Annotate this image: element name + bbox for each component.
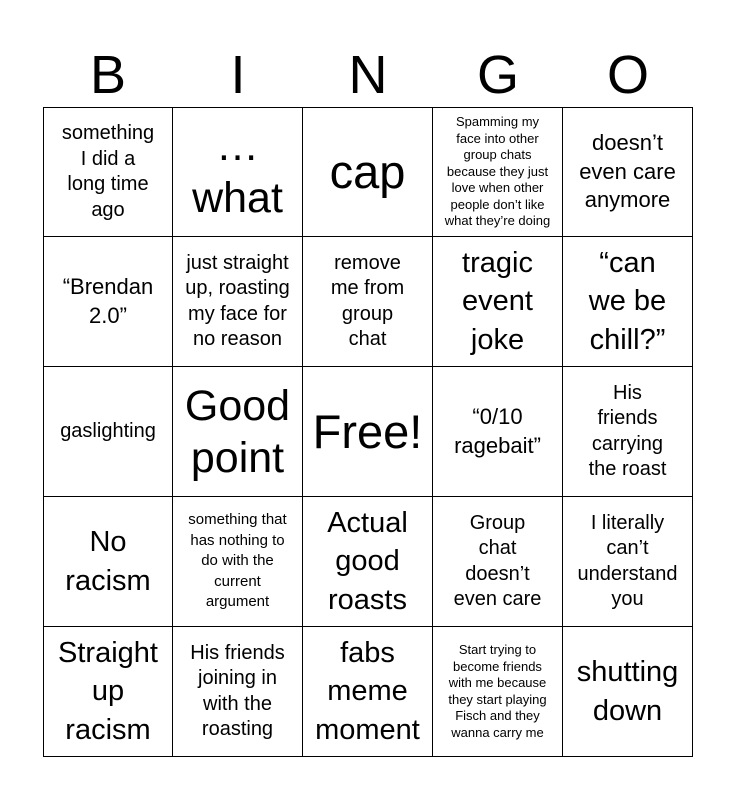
bingo-header	[43, 44, 693, 106]
bingo-card-grid	[43, 107, 693, 757]
header-letter-o: O	[606, 45, 649, 105]
bingo-cell-text: “Brendan 2.0”	[62, 274, 154, 328]
bingo-cell-text: something I did a long time ago	[61, 122, 155, 221]
bingo-cell[interactable]	[433, 237, 563, 367]
bingo-cell-text: Straight up racism	[58, 636, 158, 746]
bingo-cell-text: Group chat doesn’t even care	[453, 511, 542, 610]
free-space-text: Free!	[312, 404, 423, 458]
bingo-cell-text: His friends carrying the roast	[588, 381, 667, 480]
bingo-cell[interactable]	[173, 367, 303, 497]
bingo-cell[interactable]	[173, 627, 303, 757]
bingo-cell[interactable]	[303, 627, 433, 757]
header-letter-g: G	[476, 45, 519, 105]
bingo-cell-text: Good point	[184, 381, 291, 482]
bingo-cell[interactable]	[563, 367, 693, 497]
bingo-cell[interactable]	[173, 107, 303, 237]
bingo-cell[interactable]	[173, 497, 303, 627]
bingo-cell[interactable]	[303, 107, 433, 237]
bingo-cell-text: Start trying to become friends with me because they start playing Fisch and they wanna carry me	[448, 642, 547, 740]
bingo-cell[interactable]	[433, 107, 563, 237]
bingo-cell[interactable]	[433, 627, 563, 757]
header-letter-i: I	[230, 45, 246, 105]
bingo-cell[interactable]	[433, 497, 563, 627]
bingo-cell[interactable]	[173, 237, 303, 367]
bingo-cell-text: His friends joining in with the roasting	[190, 641, 285, 740]
header-letter-b: B	[89, 45, 127, 105]
bingo-cell[interactable]	[433, 367, 563, 497]
bingo-cell[interactable]	[563, 497, 693, 627]
bingo-cell-text: shutting down	[576, 656, 679, 727]
bingo-cell-text: “can we be chill?”	[588, 246, 667, 356]
bingo-cell[interactable]	[303, 237, 433, 367]
bingo-cell-text: something that has nothing to do with the current argument	[188, 511, 287, 611]
bingo-cell[interactable]	[563, 237, 693, 367]
bingo-cell[interactable]	[43, 367, 173, 497]
bingo-cell-text: Spamming my face into other group chats because they just love when other people don’t like what they’re doing	[444, 114, 551, 229]
bingo-cell-text: cap	[329, 145, 406, 198]
bingo-cell-text: fabs meme moment	[315, 636, 420, 746]
bingo-cell[interactable]	[43, 237, 173, 367]
free-space-cell[interactable]	[303, 367, 433, 497]
bingo-cell[interactable]	[563, 107, 693, 237]
bingo-cell-text: No racism	[65, 526, 151, 597]
bingo-cell[interactable]	[563, 627, 693, 757]
bingo-cell-text: Actual good roasts	[327, 506, 408, 616]
bingo-cell-text: “0/10 ragebait”	[454, 404, 541, 458]
bingo-cell-text: remove me from group chat	[330, 251, 405, 350]
bingo-cell-text: just straight up, roasting my face for no reason	[185, 251, 290, 350]
bingo-cell-text: gaslighting	[60, 419, 156, 442]
bingo-cell[interactable]	[43, 627, 173, 757]
bingo-cell-text: … what	[192, 122, 283, 222]
bingo-cell-text: I literally can’t understand you	[577, 511, 678, 610]
bingo-cell-text: doesn’t even care anymore	[579, 130, 676, 213]
bingo-cell[interactable]	[303, 497, 433, 627]
bingo-cell-text: tragic event joke	[462, 246, 533, 356]
header-letter-n: N	[348, 45, 388, 105]
bingo-cell[interactable]	[43, 497, 173, 627]
bingo-cell[interactable]	[43, 107, 173, 237]
